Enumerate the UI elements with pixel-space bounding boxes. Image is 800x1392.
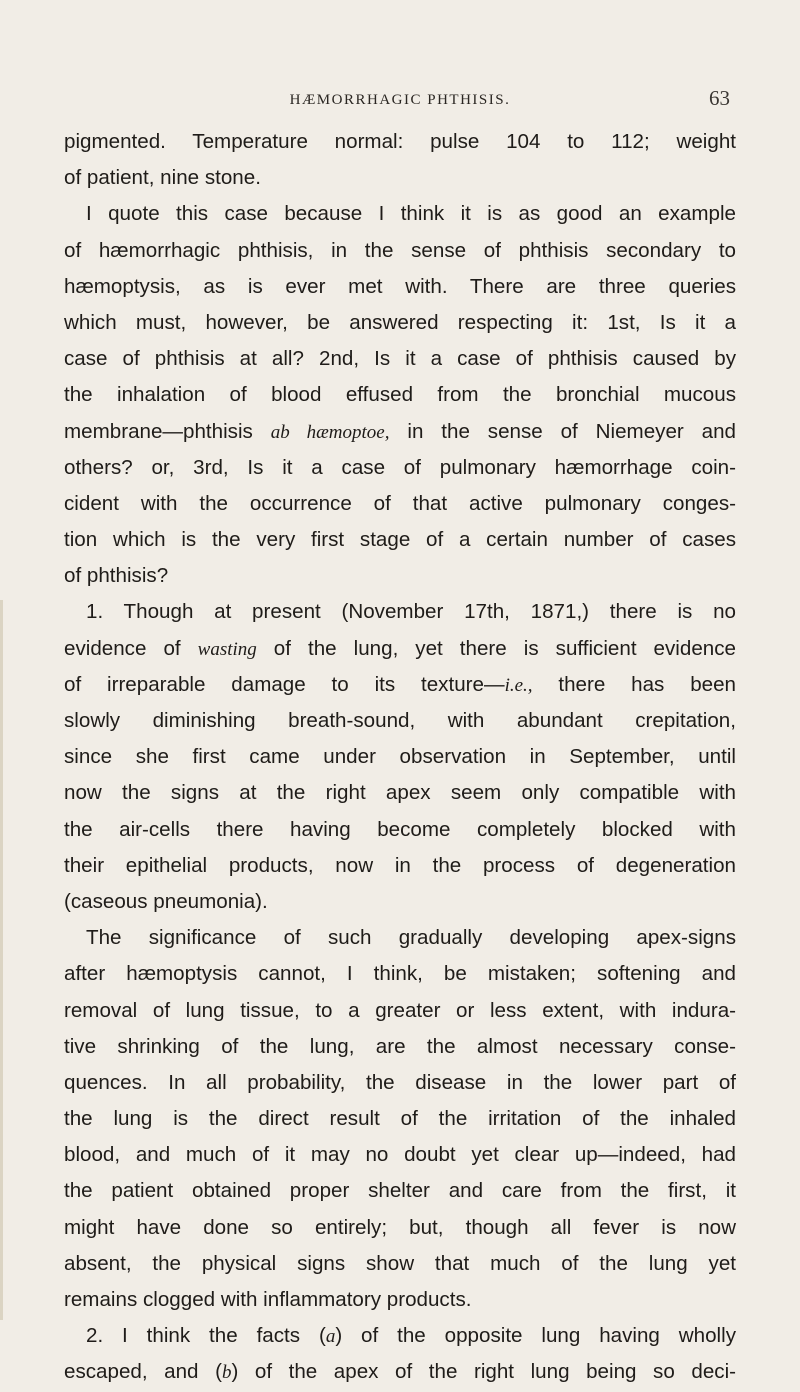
text-segment: of irreparable damage to its texture—	[64, 672, 505, 696]
text-segment: pigmented. Temperature normal: pulse 104 to 112; weight	[64, 130, 736, 153]
running-head	[0, 86, 800, 116]
text-line	[64, 196, 736, 232]
text-segment: membrane—phthisis	[64, 419, 271, 443]
text-line	[64, 305, 736, 341]
text-line	[64, 1246, 736, 1282]
text-segment: there has been	[532, 672, 737, 696]
text-line	[64, 848, 736, 884]
text-segment: the patient obtained proper shelter and care from the first, it	[64, 1179, 736, 1203]
text-segment: remains clogged with inflammatory products.	[64, 1288, 472, 1311]
italic-text: wasting	[197, 638, 257, 660]
text-segment: now the signs at the right apex seem only compatible with	[64, 781, 736, 805]
text-line	[64, 414, 736, 450]
text-line	[64, 993, 736, 1029]
text-segment: I quote this case because I think it is as good an example	[86, 202, 736, 226]
text-segment: case of phthisis at all? 2nd, Is it a case of phthisis caused by	[64, 347, 736, 371]
text-line	[64, 956, 736, 992]
text-line	[64, 739, 736, 775]
text-segment: the lung is the direct result of the irritation of the inhaled	[64, 1107, 736, 1131]
page-number: 63	[709, 86, 730, 110]
text-segment: hæmoptysis, as is ever met with. There are three queries	[64, 274, 736, 298]
text-segment: of patient, nine stone.	[64, 166, 261, 190]
text-line	[64, 269, 736, 305]
text-line	[64, 160, 736, 196]
text-segment: in the sense of Niemeyer and	[389, 419, 737, 443]
text-line	[64, 486, 736, 522]
text-segment: evidence of	[64, 636, 198, 660]
text-line	[64, 1354, 736, 1390]
text-line	[64, 594, 736, 630]
text-segment: 2. I think the facts (	[86, 1324, 326, 1348]
text-line	[64, 775, 736, 811]
text-line	[64, 703, 736, 739]
text-line	[64, 1029, 736, 1065]
text-segment: (caseous pneumonia).	[64, 889, 268, 913]
text-segment: might have done so entirely; but, though all fever is now	[64, 1215, 736, 1239]
text-segment: the inhalation of blood effused from the bronchial mucous	[64, 383, 736, 407]
text-segment: blood, and much of it may no doubt yet clear up—indeed, had	[64, 1143, 736, 1167]
text-segment: of phthisis?	[64, 564, 169, 588]
running-title: HÆMORRHAGIC PHTHISIS.	[289, 92, 511, 108]
text-line	[64, 1173, 736, 1209]
text-line	[64, 233, 736, 269]
text-segment: their epithelial products, now in the process of degeneration	[64, 853, 736, 877]
text-line	[64, 631, 736, 667]
text-line	[64, 124, 736, 160]
text-segment: The significance of such gradually developing apex-signs	[86, 926, 736, 950]
italic-text: ab hæmoptoe,	[270, 421, 390, 443]
text-segment: tive shrinking of the lung, are the almost necessary conse-	[64, 1034, 736, 1058]
text-segment: the air-cells there having become completely blocked with	[64, 817, 736, 841]
text-line	[64, 522, 736, 558]
text-line	[64, 450, 736, 486]
text-line	[64, 341, 736, 377]
text-segment: since she first came under observation in September, until	[64, 745, 736, 769]
text-segment: cident with the occurrence of that active pulmonary conges-	[64, 491, 736, 515]
text-segment: tion which is the very first stage of a certain number of cases	[64, 528, 736, 552]
text-line	[64, 1101, 736, 1137]
body-text	[64, 124, 736, 1391]
text-line	[64, 1282, 736, 1318]
text-segment: of hæmorrhagic phthisis, in the sense of phthisis secondary to	[64, 238, 736, 262]
text-line	[64, 667, 736, 703]
text-line	[64, 920, 736, 956]
text-segment: ) of the apex of the right lung being so deci-	[231, 1360, 736, 1384]
italic-text: b	[221, 1362, 232, 1384]
text-segment: removal of lung tissue, to a greater or less extent, with indura-	[64, 998, 736, 1022]
italic-text: a	[325, 1326, 336, 1348]
text-segment: after hæmoptysis cannot, I think, be mistaken; softening and	[64, 962, 736, 986]
text-segment: quences. In all probability, the disease in the lower part of	[64, 1070, 736, 1094]
text-segment: ) of the opposite lung having wholly	[335, 1324, 736, 1348]
text-segment: absent, the physical signs show that much of the lung yet	[64, 1251, 736, 1275]
text-line	[64, 377, 736, 413]
text-segment: which must, however, be answered respecting it: 1st, Is it a	[64, 310, 736, 334]
text-segment: others? or, 3rd, Is it a case of pulmonary hæmorrhage coin-	[64, 455, 736, 479]
text-line	[64, 812, 736, 848]
text-line	[64, 1318, 736, 1354]
text-line	[64, 1065, 736, 1101]
page-edge-shadow	[0, 600, 3, 1320]
text-segment: slowly diminishing breath-sound, with abundant crepitation,	[64, 709, 736, 732]
italic-text: i.e.,	[504, 674, 533, 696]
text-line	[64, 1137, 736, 1173]
text-segment: 1. Though at present (November 17th, 1871,) there is no	[86, 600, 736, 624]
text-line	[64, 1210, 736, 1246]
text-line	[64, 558, 736, 594]
text-line	[64, 884, 736, 920]
text-segment: of the lung, yet there is sufficient evidence	[256, 636, 736, 660]
text-segment: escaped, and (	[64, 1360, 222, 1384]
